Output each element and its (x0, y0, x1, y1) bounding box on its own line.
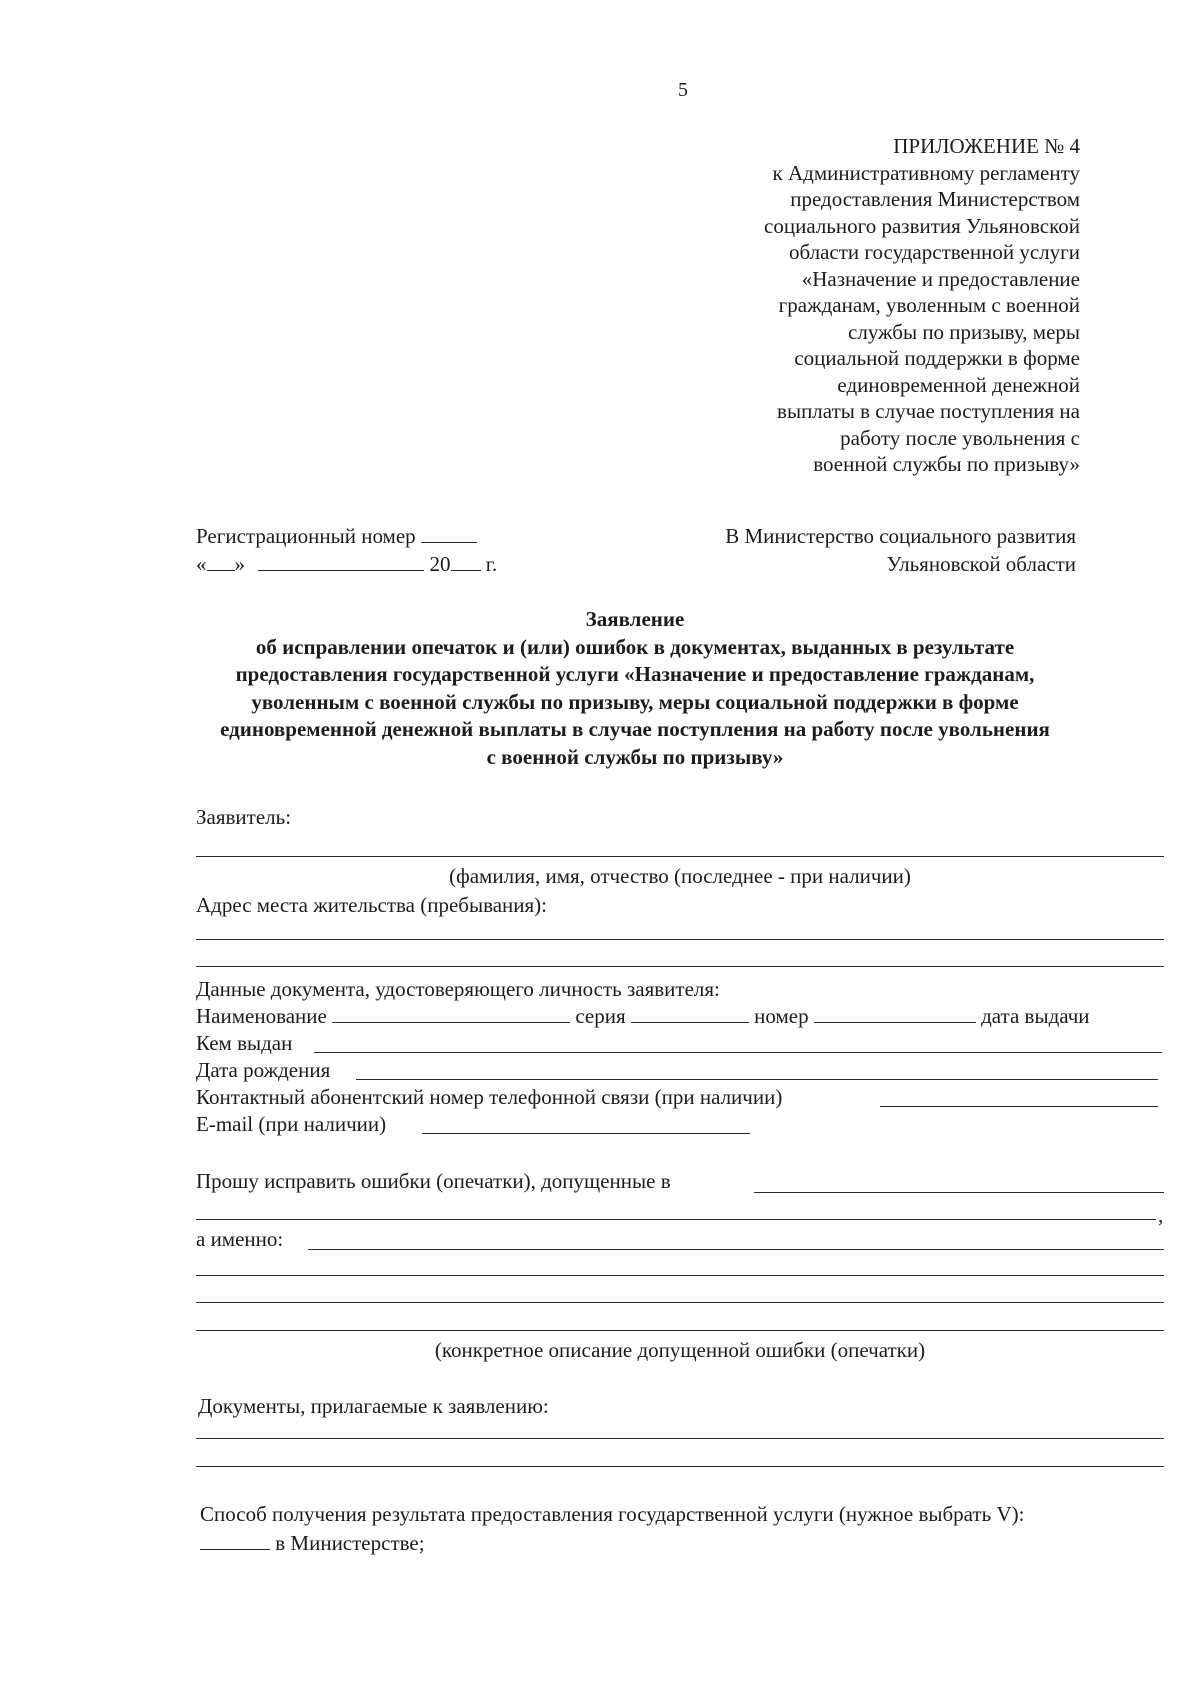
attachments-label: Документы, прилагаемые к заявлению: (198, 1394, 549, 1418)
birth-date-field[interactable] (356, 1079, 1158, 1080)
annex-line: единовременной денежной (837, 372, 1080, 397)
annex-line: службы по призыву, меры (848, 319, 1080, 344)
comma: , (1158, 1203, 1164, 1227)
series-field[interactable] (631, 1004, 749, 1023)
recipient-line: В Министерство социального развития (725, 524, 1076, 548)
email-label: E-mail (при наличии) (196, 1112, 387, 1136)
address-field-line[interactable] (196, 939, 1164, 940)
method-option-ministry[interactable] (200, 1531, 425, 1556)
issued-by-field[interactable] (314, 1052, 1162, 1053)
method-label: Способ получения результата предоставления государственной услуги (нужное выбрать V): (200, 1502, 1025, 1526)
birth-date-label: Дата рождения (196, 1058, 331, 1082)
doc-name-field[interactable] (332, 1004, 570, 1023)
annex-heading: ПРИЛОЖЕНИЕ № 4 (893, 134, 1080, 158)
annex-line: выплаты в случае поступления на (777, 399, 1080, 423)
annex-line: к Административному регламенту (772, 160, 1080, 185)
registration-number-label: Регистрационный номер (196, 524, 416, 548)
document-title (190, 606, 1080, 771)
address-field-line[interactable] (196, 966, 1164, 967)
error-caption: (конкретное описание допущенной ошибки (опечатки) (434, 1338, 926, 1362)
phone-field[interactable] (880, 1106, 1158, 1107)
id-document-row (196, 1004, 1166, 1029)
recipient-block (725, 522, 1076, 578)
attachments-field-line[interactable] (196, 1466, 1164, 1467)
id-document-label: Данные документа, удостоверяющего личность заявителя: (196, 977, 720, 1001)
namely-label: а именно: (196, 1227, 284, 1251)
quote-close: » (234, 552, 245, 576)
error-description-line[interactable] (196, 1330, 1164, 1331)
annex-line: области государственной услуги (788, 240, 1080, 264)
title-line: Заявление (585, 607, 685, 631)
doc-name-label: Наименование (196, 1004, 327, 1028)
title-line: единовременной денежной выплаты в случае поступления на работу после увольнения (220, 717, 1050, 741)
attachments-field-line[interactable] (196, 1438, 1164, 1439)
page-number: 5 (678, 79, 688, 101)
registration-year-field[interactable] (451, 552, 481, 571)
annex-line: военной службы по призыву» (813, 452, 1080, 476)
number-label: номер (754, 1004, 809, 1028)
address-label: Адрес места жительства (пребывания): (196, 893, 548, 917)
annex-line: работу после увольнения с (840, 425, 1080, 450)
year-prefix: 20 (429, 552, 451, 576)
annex-line: предоставления Министерством (790, 187, 1080, 211)
recipient-line: Ульяновской области (886, 552, 1076, 576)
method-option-ministry-label: в Министерстве; (275, 1531, 425, 1555)
title-line: уволенным с военной службы по призыву, меры социальной поддержки в форме (251, 689, 1019, 714)
applicant-field[interactable] (196, 856, 1164, 857)
number-field[interactable] (814, 1004, 976, 1023)
annex-line: социального развития Ульяновской (764, 213, 1080, 238)
correction-label: Прошу исправить ошибки (опечатки), допущенные в (196, 1169, 671, 1193)
error-description-line[interactable] (196, 1302, 1164, 1303)
series-label: серия (575, 1004, 626, 1028)
year-suffix: г. (485, 552, 498, 576)
correction-document-field[interactable] (754, 1192, 1164, 1193)
registration-day-field[interactable] (207, 552, 235, 571)
annex-block (660, 133, 1080, 478)
phone-label: Контактный абонентский номер телефонной связи (при наличии) (196, 1085, 783, 1109)
issue-date-label: дата выдачи (981, 1004, 1090, 1028)
issued-by-label: Кем выдан (196, 1031, 293, 1055)
registration-block (196, 522, 497, 578)
correction-document-field-cont[interactable] (196, 1219, 1156, 1220)
annex-line: гражданам, уволенным с военной (778, 293, 1080, 317)
annex-line: «Назначение и предоставление (801, 266, 1080, 291)
applicant-label: Заявитель: (196, 805, 292, 829)
error-description-line[interactable] (308, 1249, 1164, 1250)
title-line: предоставления государственной услуги «Назначение и предоставление гражданам, (235, 662, 1035, 686)
applicant-caption: (фамилия, имя, отчество (последнее - при наличии) (449, 864, 911, 888)
email-field[interactable] (422, 1133, 750, 1134)
registration-month-field[interactable] (258, 552, 424, 571)
quote-open: « (196, 552, 207, 576)
title-line: об исправлении опечаток и (или) ошибок в документах, выданных в результате (255, 634, 1015, 659)
annex-line: социальной поддержки в форме (794, 346, 1080, 370)
method-option-ministry-checkbox[interactable] (200, 1531, 270, 1550)
title-line: с военной службы по призыву» (486, 744, 784, 769)
registration-number-field[interactable] (421, 524, 477, 543)
error-description-line[interactable] (196, 1275, 1164, 1276)
